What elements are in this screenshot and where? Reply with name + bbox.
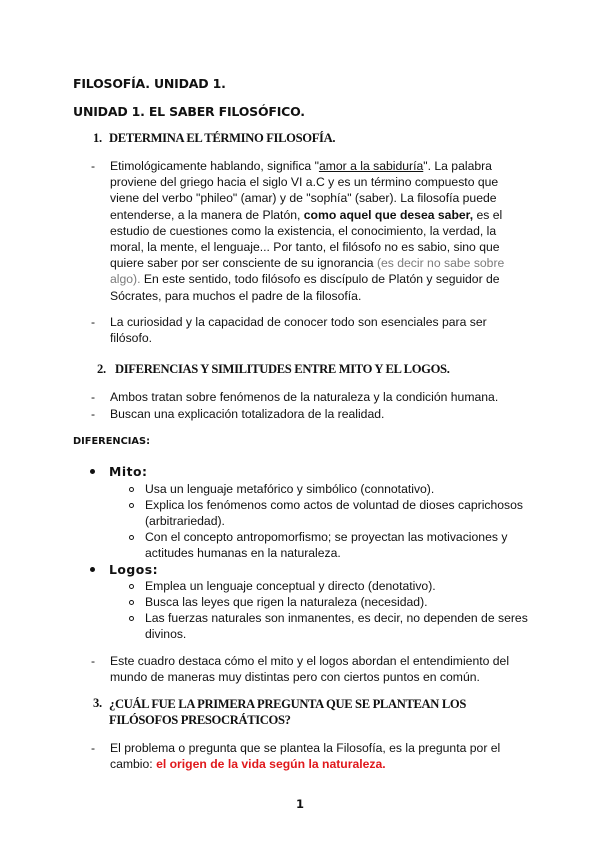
mito-label: Mito: xyxy=(109,464,148,479)
logos-item-3: Las fuerzas naturales son inmanentes, es decir, no dependen de seres divinos. xyxy=(145,611,528,642)
circle-bullet-icon xyxy=(129,584,134,589)
section-1-number: 1. xyxy=(93,131,102,145)
section-3-heading: ¿CUÁL FUE LA PRIMERA PREGUNTA QUE SE PLANTEAN LOS FILÓSOFOS PRESOCRÁTICOS? xyxy=(109,697,466,727)
dash-bullet: - xyxy=(91,407,96,421)
dash-bullet: - xyxy=(91,315,96,329)
logos-label: Logos: xyxy=(109,562,159,577)
underlined-term: amor a la sabiduría xyxy=(318,159,424,173)
bullet-icon xyxy=(90,567,95,572)
logos-item-2: Busca las leyes que rigen la naturaleza (necesidad). xyxy=(145,595,428,609)
circle-bullet-icon xyxy=(129,487,134,492)
paragraph-primera-pregunta: El problema o pregunta que se plantea la Filosofía, es la pregunta por el cambio: el origen de la vida según la naturaleza. xyxy=(110,741,501,772)
mito-item-1: Usa un lenguaje metafórico y simbólico (connotativo). xyxy=(145,482,435,496)
circle-bullet-icon xyxy=(129,503,134,508)
paragraph-curiosidad: La curiosidad y la capacidad de conocer todo son esenciales para ser filósofo. xyxy=(110,315,487,346)
red-highlight: el origen de la vida según la naturaleza. xyxy=(156,757,386,772)
section-2-number: 2. xyxy=(97,362,106,376)
paragraph-filosofia-definition: Etimológicamente hablando, significa "amor a la sabiduría". La palabra proviene del griego hacia el siglo VI a.C y es un término compuesto que viene del verbo "phileo" (amar) y de "sophía" (saber). La filosofía puede entenderse, a la manera de Platón, como aquel que desea saber, es el estudio de cuestiones como la existencia, el conocimiento, la verdad, la moral, la mente, el lenguaje... Por tanto, el filósofo no es sabio, sino que quiere saber por ser consciente de su ignorancia (es decir no sabe sobre algo). En este sentido, todo filósofo es discípulo de Platón y seguidor de Sócrates, para muchos el padre de la filosofía. xyxy=(110,159,505,303)
unit-subtitle: UNIDAD 1. EL SABER FILOSÓFICO. xyxy=(73,104,305,119)
section-1-heading: DETERMINA EL TÉRMINO FILOSOFÍA. xyxy=(109,131,336,145)
dash-bullet: - xyxy=(91,159,96,173)
bold-phrase: como aquel que desea saber, xyxy=(303,207,474,222)
dash-bullet: - xyxy=(91,654,96,668)
circle-bullet-icon xyxy=(129,616,134,621)
similarity-1: Ambos tratan sobre fenómenos de la naturaleza y la condición humana. xyxy=(110,390,499,404)
dash-bullet: - xyxy=(91,390,96,404)
bullet-icon xyxy=(90,469,95,474)
page-number: 1 xyxy=(296,797,305,811)
section-2-heading: DIFERENCIAS Y SIMILITUDES ENTRE MITO Y EL LOGOS. xyxy=(115,362,450,376)
similarity-2: Buscan una explicación totalizadora de la realidad. xyxy=(110,407,385,421)
document-title: FILOSOFÍA. UNIDAD 1. xyxy=(73,76,226,91)
logos-item-1: Emplea un lenguaje conceptual y directo (denotativo). xyxy=(145,579,436,593)
circle-bullet-icon xyxy=(129,535,134,540)
dash-bullet: - xyxy=(91,741,96,755)
mito-item-2: Explica los fenómenos como actos de voluntad de dioses caprichosos (arbitrariedad). xyxy=(145,498,524,529)
mito-item-3: Con el concepto antropomorfismo; se proyectan las motivaciones y actitudes humanas en la naturaleza. xyxy=(145,530,508,561)
grey-note: (es decir no sabe sobre xyxy=(376,256,505,271)
circle-bullet-icon xyxy=(129,600,134,605)
differences-label: DIFERENCIAS: xyxy=(73,436,150,447)
section-3-number: 3. xyxy=(93,696,102,710)
closing-paragraph: Este cuadro destaca cómo el mito y el logos abordan el entendimiento del mundo de maneras muy distintas pero con ciertos puntos en común. xyxy=(110,654,510,685)
